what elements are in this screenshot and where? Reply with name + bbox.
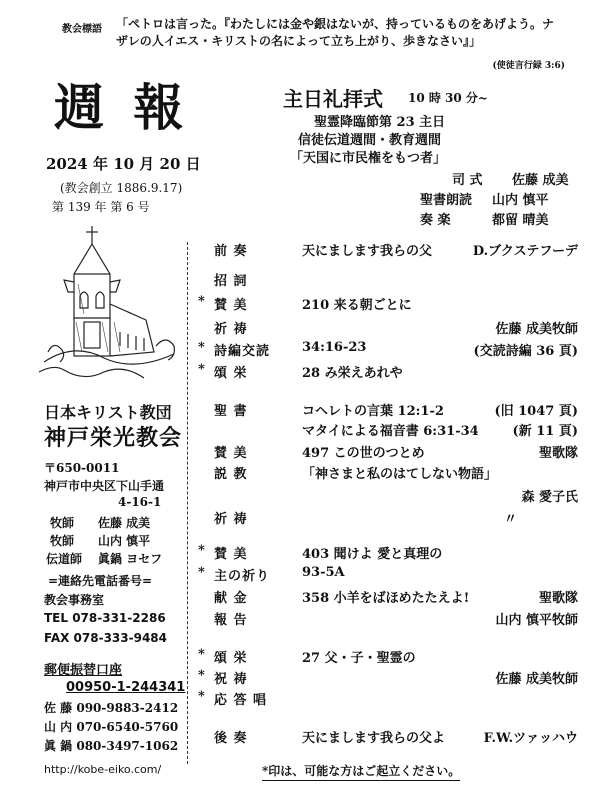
order-hymn-1 — [198, 294, 578, 316]
order-item-label: 献 金 — [214, 591, 248, 606]
order-lords-prayer — [198, 565, 578, 587]
order-item-label: 祝 祷 — [214, 672, 248, 687]
website-url[interactable]: http://kobe-eiko.com/ — [44, 763, 162, 776]
order-announcements — [198, 609, 578, 631]
order-item-label: 説 教 — [214, 467, 248, 482]
order-item-content: 497 この世のつとめ — [302, 446, 425, 461]
postal-code: 〒650-0011 — [44, 461, 120, 475]
stand-marker: * — [198, 689, 205, 704]
order-item-content: 358 小羊をばほめたたえよ! — [302, 591, 470, 606]
fax-number: FAX 078-333-9484 — [44, 631, 167, 645]
order-item-label: 詩編交読 — [214, 344, 271, 359]
order-item-right: D.ブクステフーデ — [472, 244, 578, 259]
officer-role-presider: 司 式 — [452, 173, 483, 188]
order-item-right: 佐藤 成美牧師 — [495, 322, 578, 337]
stand-marker: * — [198, 565, 205, 580]
order-item-content: 天にまします我らの父よ — [302, 731, 446, 746]
officer-name-presider: 佐藤 成美 — [512, 173, 569, 188]
order-item-content: 27 父・子・聖霊の — [302, 651, 416, 666]
church-name: 神戸栄光教会 — [44, 425, 183, 451]
order-doxology — [198, 647, 578, 669]
contact-title: =連絡先電話番号= — [48, 574, 153, 588]
staff-role: 牧師 — [50, 534, 75, 548]
motto-label: 教会標語 — [62, 24, 102, 35]
order-item-content: 28 み栄えあれや — [302, 366, 403, 381]
scripture-reading-2: マタイによる福音書 6:31-34 — [302, 424, 479, 439]
address-line-2: 4-16-1 — [118, 495, 162, 509]
phone-line: 山 内 070-6540-5760 — [44, 720, 179, 734]
scripture-page-1: (旧 1047 頁) — [494, 404, 578, 419]
stand-marker: * — [198, 668, 205, 683]
volume-number: 第 139 年 第 6 号 — [52, 200, 150, 214]
scripture-reading-1: コヘレトの言葉 12:1-2 — [302, 404, 444, 419]
order-item-label: 頌 栄 — [214, 366, 248, 381]
motto-source: (使徒言行録 3:6) — [492, 61, 565, 71]
staff-role: 伝道師 — [46, 552, 83, 566]
officer-role-reader: 聖書朗読 — [420, 193, 473, 208]
service-time: 10 時 30 分~ — [408, 91, 488, 105]
postal-transfer-title: 郵便振替口座 — [44, 663, 123, 678]
order-item-label: 応 答 唱 — [214, 693, 268, 708]
stand-marker: * — [198, 543, 205, 558]
order-item-label: 頌 栄 — [214, 651, 248, 666]
scripture-page-2: (新 11 頁) — [512, 424, 578, 439]
motto-text: 「ペトロは言った。『わたしには金や銀はないが、持っているものをあげよう。ナザレの人イエス・キリストの名によって立ち上がり、歩きなさい』」 — [116, 17, 555, 48]
page-title: 週 報 — [54, 78, 190, 137]
order-call — [198, 270, 578, 292]
preacher-name: 森 愛子氏 — [521, 490, 578, 505]
officer-name-reader: 山内 慎平 — [492, 193, 549, 208]
order-item-right: 聖歌隊 — [538, 446, 578, 461]
order-sermon — [198, 463, 578, 485]
liturgical-day: 聖霊降臨節第 23 主日 — [314, 115, 446, 130]
order-item-content: 403 聞けよ 愛と真理の — [302, 547, 443, 562]
stand-marker: * — [198, 340, 205, 355]
order-prelude — [198, 240, 578, 262]
order-item-label: 賛 美 — [214, 298, 248, 313]
order-amen — [198, 689, 578, 711]
order-item-right: (交読詩編 36 頁) — [473, 344, 578, 359]
order-offering — [198, 587, 578, 609]
order-item-label: 報 告 — [214, 613, 248, 628]
order-hymn-2 — [198, 543, 578, 565]
order-blessing — [198, 668, 578, 690]
order-prayer-1 — [198, 318, 578, 340]
order-item-label: 賛 美 — [214, 547, 248, 562]
order-item-content: 93-5A — [302, 565, 345, 580]
stand-marker: * — [198, 362, 205, 377]
order-item-label: 招 詞 — [214, 274, 248, 289]
contact-office: 教会事務室 — [44, 593, 105, 607]
staff-name: 山内 慎平 — [98, 534, 151, 548]
officer-role-organist: 奏 楽 — [420, 213, 451, 228]
stand-marker: * — [198, 294, 205, 309]
order-item-label: 聖 書 — [214, 404, 248, 419]
order-anthem — [198, 442, 578, 464]
order-scripture-2 — [198, 420, 578, 442]
order-item-content: 34:16-23 — [302, 340, 367, 355]
sermon-theme: 「天国に市民権をもつ者」 — [290, 151, 447, 166]
church-illustration — [34, 222, 184, 387]
issue-date: 2024 年 10 月 20 日 — [46, 155, 201, 173]
postal-transfer-number: 00950-1-244341 — [66, 680, 186, 695]
order-item-label: 賛 美 — [214, 446, 248, 461]
staff-name: 眞鍋 ヨセフ — [98, 552, 163, 566]
order-item-right: F.W.ツァッハウ — [483, 731, 578, 746]
staff-name: 佐藤 成美 — [98, 516, 151, 530]
tel-number: TEL 078-331-2286 — [44, 611, 166, 625]
ditto-mark: 〃 — [504, 512, 518, 527]
standing-note: *印は、可能な方はご起立ください。 — [262, 762, 460, 781]
order-item-label: 祈 祷 — [214, 512, 248, 527]
address-line-1: 神戸市中央区下山手通 — [44, 479, 165, 493]
order-item-label: 祈 祷 — [214, 322, 248, 337]
order-item-right: 聖歌隊 — [538, 591, 578, 606]
denomination: 日本キリスト教団 — [44, 403, 172, 422]
stand-marker: * — [198, 647, 205, 662]
order-preacher — [198, 486, 578, 508]
service-title: 主日礼拝式 — [283, 87, 383, 111]
phone-line: 眞 鍋 080-3497-1062 — [44, 739, 179, 753]
column-divider — [187, 242, 188, 764]
order-psalm — [198, 340, 578, 362]
officer-name-organist: 都留 晴美 — [492, 213, 549, 228]
order-gloria — [198, 362, 578, 384]
special-week: 信徒伝道週間・教育週間 — [298, 133, 442, 148]
order-item-right: 佐藤 成美牧師 — [495, 672, 578, 687]
order-item-label: 前 奏 — [214, 244, 248, 259]
order-scripture — [198, 400, 578, 422]
sermon-title: 「神さまと私のはてしない物語」 — [302, 467, 498, 482]
founded-date: (教会創立 1886.9.17) — [60, 181, 183, 195]
order-item-label: 主の祈り — [214, 569, 271, 584]
staff-role: 牧師 — [50, 516, 75, 530]
order-item-label: 後 奏 — [214, 731, 248, 746]
order-item-content: 210 来る朝ごとに — [302, 298, 412, 313]
order-prayer-2 — [198, 508, 578, 530]
order-postlude — [198, 727, 578, 749]
order-item-right: 山内 慎平牧師 — [495, 613, 578, 628]
order-item-content: 天にまします我らの父 — [302, 244, 433, 259]
phone-line: 佐 藤 090-9883-2412 — [44, 701, 179, 715]
